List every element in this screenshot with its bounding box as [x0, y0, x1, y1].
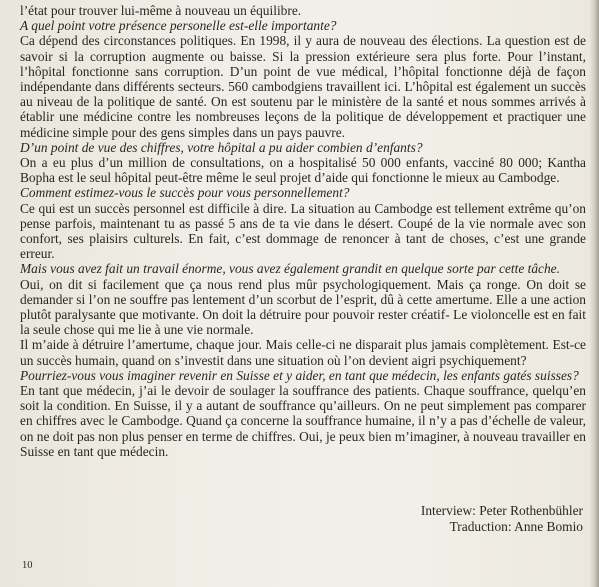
answer-paragraph-4: Ce qui est un succès personnel est difficile à dire. La situation au Cambodge est tellement extrême qu’on pense parfois, maintenant tu as passé 5 ans de ta vie dans le désert. Coupé de la vie normale avec son confort, ses plaisirs culturels. En fait, c’est dommage de renoncer à tant de choses, c’est une grande erreur. [20, 200, 586, 262]
answer-paragraph-1: l’état pour trouver lui-même à nouveau un équilibre. [20, 3, 302, 18]
question-4: Mais vous avez fait un travail énorme, vous avez également grandit en quelque sorte par cette tâche. [20, 261, 560, 277]
answer-paragraph-5: Oui, on dit si facilement que ça nous rend plus mûr psychologiquement. Mais ça ronge. On doit se demander si l’on ne souffre pas lentement d’un scorbut de l’esprit, dû à cette amertume. Elle a une action plutôt paralysante que motivante. On doit la détruire pour pouvoir rester créatif- Le violoncelle est en fait la seule chose qui me lie à une vie normale. [20, 276, 586, 338]
page-spine-shadow [589, 0, 599, 587]
credits [421, 503, 583, 534]
answer-paragraph-2: Ca dépend des circonstances politiques. En 1998, il y aura de nouveau des élections. La question est de savoir si la corruption augmente ou baisse. Si la pression extérieure sera plus forte. Pour l’instant, l’hôpital fonctionne sans corruption. D’un point de vue médical, l’hôpital fonctionne déjà de façon indépendante dans différents secteurs. 560 cambodgiens travaillent ici. L’hôpital est également un succès au niveau de la politique de santé. On est soutenu par le ministère de la santé et nous sommes arrivés à établir une médicine contre les nombreuses leçons de la politique de développement et practiquer une médicine simple pour des gens simples dans un pays pauvre. [20, 33, 586, 140]
answer-paragraph-7: En tant que médecin, j’ai le devoir de soulager la souffrance des patients. Chaque souffrance, quelqu’en soit la condition. En Suisse, il y a autant de souffrance qu’ailleurs. On ne peut simplement pas comparer en chiffres avec le Cambodge. Quand ça concerne la souffrance humaine, il n’y a pas d’échelle de valeur, on ne doit pas non plus penser en terme de chiffres. Oui, je peux bien m’imaginer, à nouveau travailler en Suisse en tant que médecin. [20, 383, 586, 459]
article-body [20, 3, 586, 459]
question-5: Pourriez-vous vous imaginer revenir en Suisse et y aider, en tant que médecin, les enfants gatés suisses? [20, 367, 579, 383]
answer-paragraph-6: Il m’aide à détruire l’amertume, chaque jour. Mais celle-ci ne disparait plus jamais complètement. Est-ce un succès humain, quand on s’investit dans une situation où l’on devient aigri psychiquement? [20, 337, 586, 368]
translator-credit: Traduction: Anne Bomio [449, 518, 583, 534]
question-2: D’un point de vue des chiffres, votre hôpital a pu aider combien d’enfants? [20, 139, 423, 155]
interviewer-credit: Interview: Peter Rothenbühler [420, 503, 583, 518]
question-1: A quel point votre présence personelle est-elle importante? [20, 18, 337, 34]
question-3: Comment estimez-vous le succès pour vous personnellement? [20, 185, 350, 201]
answer-paragraph-3: On a eu plus d’un million de consultations, on a hospitalisé 50 000 enfants, vacciné 80 000; Kantha Bopha est le seul hôpital peut-être même le seul projet d’aide qui fonctionne le mieux au Cambodge. [20, 155, 586, 186]
page-number: 10 [22, 560, 33, 571]
